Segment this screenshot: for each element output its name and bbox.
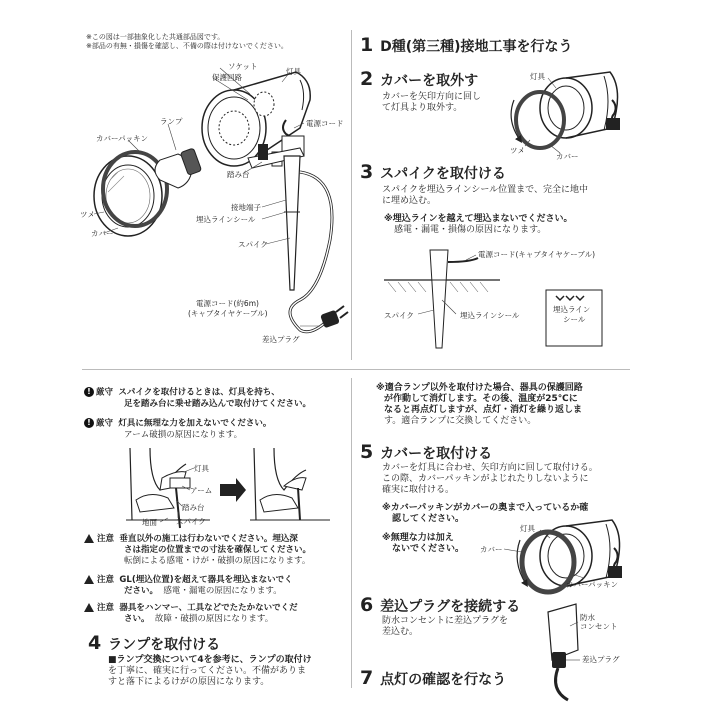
body-line: 防水コンセントに差込プラグを — [382, 616, 509, 626]
caution-tag: 注意 — [97, 603, 115, 613]
fig-label-arm: アーム — [190, 486, 213, 495]
body-line: すと落下によるけがの原因になります。 — [108, 677, 270, 687]
warning-text: 感電・漏電・損傷の原因になります。 — [394, 225, 547, 235]
caution-tag: 注意 — [97, 575, 115, 585]
label-plug: 差込プラグ — [262, 335, 300, 344]
step-title: スパイクを取付ける — [380, 166, 506, 182]
body-line: スパイクを埋込ラインシール位置まで、完全に地中 — [382, 185, 588, 195]
label-lamp: ランプ — [160, 117, 183, 126]
step6-label-outlet2: コンセント — [580, 622, 618, 631]
exclamation-icon: ! — [84, 418, 94, 428]
step-title: D種(第三種)接地工事を行なう — [380, 39, 573, 55]
warning-line: 灯具に無理な力を加えないでください。 — [118, 418, 272, 429]
label-cover: カバー — [91, 229, 114, 238]
fig-label-ground: 地面 — [142, 518, 157, 527]
body-line: ■ランプ交換について4を参考に、ランプの取付け — [108, 655, 312, 665]
step-number: 7 — [360, 667, 374, 689]
label-step-plate: 踏み台 — [227, 170, 250, 179]
body-line: この際、カバーパッキンがよじれたりしないように — [382, 474, 589, 484]
caution-line: 垂直以外の施工は行わないでください。埋込深 — [119, 534, 298, 544]
step-number: 6 — [360, 594, 374, 616]
label-ground-terminal: 接地端子 — [231, 203, 261, 212]
caution-line: 故障・破損の原因になります。 — [154, 614, 274, 624]
note-line: ないでください。 — [392, 544, 465, 554]
fig-label-step: 踏み台 — [182, 503, 205, 512]
body-line: 確実に取付ける。 — [382, 485, 455, 495]
label-cover-packing: カバーパッキン — [96, 134, 149, 143]
step-number: 2 — [360, 68, 374, 90]
step3-label-cord: 電源コード(キャブタイヤケーブル) — [478, 250, 596, 259]
warning-line: アーム破損の原因になります。 — [124, 429, 243, 440]
label-lamp-fixture: 灯具 — [286, 67, 301, 76]
step6-label-plug: 差込プラグ — [582, 655, 620, 664]
warning-tag: 厳守 — [96, 418, 114, 429]
step-title: カバーを取外す — [380, 73, 479, 89]
warning-tag: 厳守 — [96, 387, 114, 398]
label-protect-circuit: 保護回路 — [212, 73, 242, 82]
note-line: が作動して消灯します。その後、温度が25℃に — [384, 394, 578, 404]
caution-line: さい。 — [124, 614, 150, 624]
caution-tag: 注意 — [97, 534, 115, 544]
note-line: す。適合ランプに交換してください。 — [384, 416, 537, 426]
step-number: 1 — [360, 34, 374, 56]
step3-label-spike: スパイク — [384, 311, 414, 320]
step-title: ランプを取付ける — [108, 637, 221, 653]
note-line: ※部品の有無・損傷を確認し、不備の際は付けないでください。 — [86, 42, 288, 50]
body-line: カバーを矢印方向に回し — [382, 92, 482, 102]
outlet-shape — [548, 604, 578, 660]
caution-line: さは指定の位置までの寸法を確保してください。 — [124, 545, 312, 555]
step-title: カバーを取付ける — [380, 446, 493, 462]
label-spike: スパイク — [238, 240, 268, 249]
warning-bold: ※埋込ラインを越えて埋込まないでください。 — [384, 214, 573, 224]
note-line: 認してください。 — [392, 514, 465, 524]
body-line: に埋め込む。 — [382, 196, 437, 206]
step6-label-outlet1: 防水 — [580, 613, 595, 622]
exclamation-icon: ! — [84, 387, 94, 397]
note-line: ※無理な力は加え — [382, 533, 454, 543]
caution-line: 感電・漏電の原因になります。 — [163, 586, 282, 596]
body-line: カバーを灯具に合わせ、矢印方向に回して取付ける。 — [382, 463, 598, 473]
step-title: 点灯の確認を行なう — [380, 672, 507, 688]
body-line: 差込む。 — [382, 627, 419, 637]
label-cable: (キャブタイヤケーブル) — [188, 309, 268, 318]
caution-line: GL(埋込位置)を超えて器具を埋込まないでく — [119, 575, 293, 585]
caution-line: 器具をハンマー、工具などでたたかないでくだ — [119, 603, 298, 613]
step5-label-packing: カバーパッキン — [566, 580, 619, 589]
note-line: ※適合ランプ以外を取付けた場合、器具の保護回路 — [376, 383, 583, 393]
warning-line: 足を踏み台に乗せ踏み込んで取付けてください。 — [124, 398, 312, 409]
step2-label-cover: カバー — [556, 152, 579, 161]
step-number: 5 — [360, 441, 374, 463]
step7-heading — [360, 667, 506, 689]
note-line: ※この図は一部抽象化した共通部品図です。 — [86, 33, 225, 41]
note-line: なると再点灯しますが、点灯・消灯を繰り返しま — [384, 405, 583, 415]
fig-label-spike: スパイク — [176, 517, 206, 526]
step-title: 差込プラグを接続する — [380, 599, 521, 615]
label-cord-length: 電源コード(約6m) — [196, 299, 259, 308]
label-tsume: ツメ — [80, 210, 95, 219]
label-socket: ソケット — [228, 62, 258, 71]
step-number: 3 — [360, 161, 374, 183]
step5-label-lamp: 灯具 — [520, 524, 535, 533]
step2-label-tsume: ツメ — [510, 146, 525, 155]
step5-label-cover: カバー — [480, 545, 503, 554]
body-line: を丁寧に、確実に行ってください。不備がありま — [108, 666, 307, 676]
warning-line: スパイクを取付けるときは、灯具を持ち、 — [118, 387, 280, 398]
label-power-cord: 電源コード — [306, 119, 344, 128]
caution-line: 転倒による感電・けが・破損の原因になります。 — [124, 556, 311, 566]
body-line: て灯具より取外す。 — [382, 103, 463, 113]
step3-label-seal: 埋込ラインシール — [460, 311, 520, 320]
label-seal: 埋込ラインシール — [196, 215, 256, 224]
step3-box-line1: 埋込ライン — [553, 305, 591, 314]
step3-box-line2: シール — [563, 315, 586, 324]
fig-label-lamp: 灯具 — [194, 464, 209, 473]
note-line: ※カバーパッキンがカバーの奥まで入っているか確 — [382, 503, 589, 513]
step-number: 4 — [88, 632, 102, 654]
step2-label-lamp: 灯具 — [530, 72, 545, 81]
caution-line: ださい。 — [124, 586, 159, 596]
